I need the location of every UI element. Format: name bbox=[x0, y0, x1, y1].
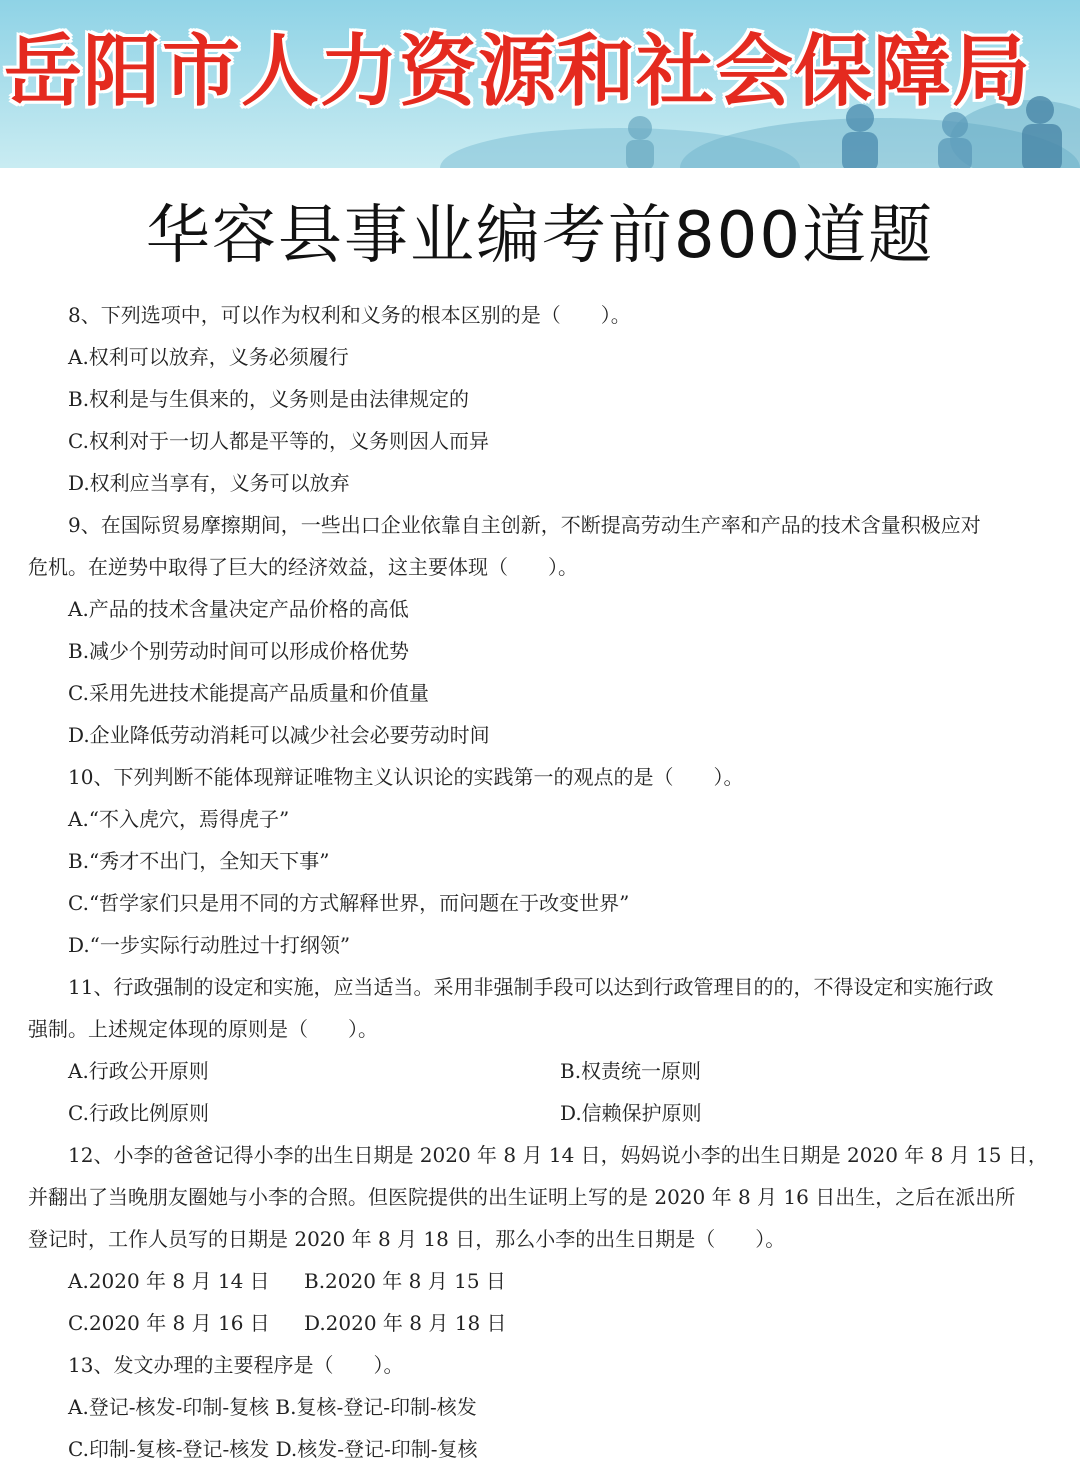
question-10-option-c: C.“哲学家们只是用不同的方式解释世界，而问题在于改变世界” bbox=[68, 891, 630, 915]
question-12-stem-cont2: 登记时，工作人员写的日期是 2020 年 8 月 18 日，那么小李的出生日期是（ ）。 bbox=[28, 1227, 786, 1251]
question-8-stem: 8、下列选项中，可以作为权利和义务的根本区别的是（ ）。 bbox=[68, 303, 631, 327]
question-12-stem: 12、小李的爸爸记得小李的出生日期是 2020 年 8 月 14 日，妈妈说小李的出生日期是 2020 年 8 月 15 日， bbox=[68, 1143, 1048, 1167]
question-12-option-b: B.2020 年 8 月 15 日 bbox=[304, 1269, 506, 1293]
question-13-stem: 13、发文办理的主要程序是（ ）。 bbox=[68, 1353, 404, 1377]
page-title: 华容县事业编考前800道题 bbox=[145, 199, 935, 273]
question-8-option-d: D.权利应当享有，义务可以放弃 bbox=[68, 471, 350, 495]
question-8-option-a: A.权利可以放弃，义务必须履行 bbox=[68, 345, 349, 369]
question-9-stem: 9、在国际贸易摩擦期间，一些出口企业依靠自主创新，不断提高劳动生产率和产品的技术含量积极应对 bbox=[68, 513, 981, 537]
question-10-option-d: D.“一步实际行动胜过十打纲领” bbox=[68, 933, 351, 957]
question-9-stem-cont: 危机。在逆势中取得了巨大的经济效益，这主要体现（ ）。 bbox=[28, 555, 578, 579]
question-13-options-row-1: A.登记-核发-印制-复核 B.复核-登记-印制-核发 bbox=[68, 1395, 477, 1419]
question-9-option-b: B.减少个别劳动时间可以形成价格优势 bbox=[68, 639, 410, 663]
question-10-option-b: B.“秀才不出门，全知天下事” bbox=[68, 849, 330, 873]
question-12-stem-cont: 并翻出了当晚朋友圈她与小李的合照。但医院提供的出生证明上写的是 2020 年 8 月 16 日出生，之后在派出所 bbox=[28, 1185, 1016, 1209]
question-9-option-c: C.采用先进技术能提高产品质量和价值量 bbox=[68, 681, 429, 705]
question-11-option-a: A.行政公开原则 bbox=[68, 1059, 209, 1083]
header-banner bbox=[0, 0, 1080, 168]
question-12-option-a: A.2020 年 8 月 14 日 bbox=[68, 1269, 270, 1293]
question-13-options-row-2: C.印制-复核-登记-核发 D.核发-登记-印制-复核 bbox=[68, 1437, 478, 1461]
question-10-stem: 10、下列判断不能体现辩证唯物主义认识论的实践第一的观点的是（ ）。 bbox=[68, 765, 744, 789]
question-8-option-b: B.权利是与生俱来的，义务则是由法律规定的 bbox=[68, 387, 470, 411]
question-11-stem: 11、行政强制的设定和实施，应当适当。采用非强制手段可以达到行政管理目的的，不得设定和实施行政 bbox=[68, 975, 994, 999]
question-10-option-a: A.“不入虎穴，焉得虎子” bbox=[68, 807, 290, 831]
question-9-option-d: D.企业降低劳动消耗可以减少社会必要劳动时间 bbox=[68, 723, 490, 747]
question-9-option-a: A.产品的技术含量决定产品价格的高低 bbox=[68, 597, 409, 621]
banner-title: 岳阳市人力资源和社会保障局 bbox=[4, 27, 1032, 117]
question-11-option-c: C.行政比例原则 bbox=[68, 1101, 209, 1125]
question-12-option-c: C.2020 年 8 月 16 日 bbox=[68, 1311, 270, 1335]
question-11-stem-cont: 强制。上述规定体现的原则是（ ）。 bbox=[28, 1017, 378, 1041]
question-11-option-b: B.权责统一原则 bbox=[560, 1059, 702, 1083]
question-12-option-d: D.2020 年 8 月 18 日 bbox=[304, 1311, 507, 1335]
question-8-option-c: C.权利对于一切人都是平等的，义务则因人而异 bbox=[68, 429, 489, 453]
question-11-option-d: D.信赖保护原则 bbox=[560, 1101, 702, 1125]
